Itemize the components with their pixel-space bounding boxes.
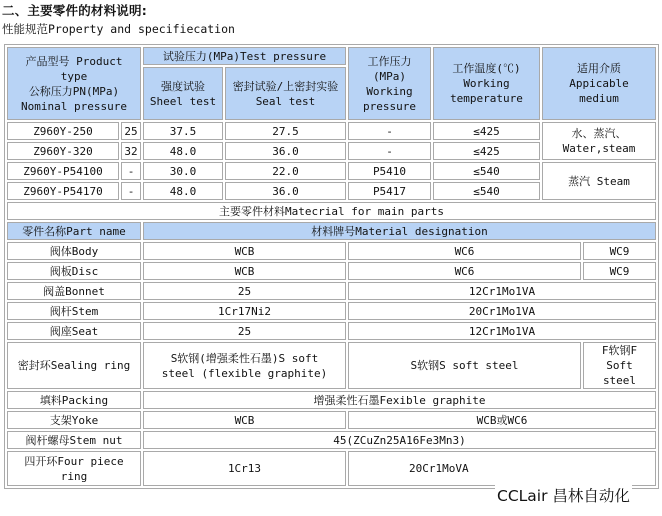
table-row: [7, 451, 656, 486]
part-name-header: 零件名称Part name: [7, 222, 141, 240]
medium-cell: 蒸汽 Steam: [542, 162, 656, 200]
seal-test-cell: 22.0: [225, 162, 346, 180]
part-name-cell: 阀板Disc: [7, 262, 141, 280]
model-cell: Z960Y-250: [7, 122, 119, 140]
material-cell: WCB: [143, 262, 346, 280]
medium-cell: 水、蒸汽、Water,steam: [542, 122, 656, 160]
working-temperature-header: 工作温度(℃) Working temperature: [433, 47, 540, 120]
material-cell: 1Cr13: [143, 451, 346, 486]
medium-header: 适用介质 Appicable medium: [542, 47, 656, 120]
material-cell: 20Cr1Mo1VA: [348, 302, 656, 320]
model-pn-header: 产品型号 Product type 公称压力PN(MPa) Nominal pressure: [7, 47, 141, 120]
table-row: [7, 302, 656, 320]
material-cell: WCB或WC6: [348, 411, 656, 429]
model-cell: Z960Y-320: [7, 142, 119, 160]
working-pressure-cell: P5410: [348, 162, 431, 180]
pn-cell: 32: [121, 142, 141, 160]
pn-cell: -: [121, 182, 141, 200]
material-cell: 增强柔性石墨Fexible graphite: [143, 391, 656, 409]
table-row: [7, 162, 656, 180]
working-temperature-cell: ≤425: [433, 122, 540, 140]
working-pressure-cell: -: [348, 142, 431, 160]
model-cell: Z960Y-P54170: [7, 182, 119, 200]
working-pressure-cell: P5417: [348, 182, 431, 200]
material-cell: WC6: [348, 262, 581, 280]
material-cell: 1Cr17Ni2: [143, 302, 346, 320]
shell-test-cell: 48.0: [143, 142, 223, 160]
material-cell: 45(ZCuZn25A16Fe3Mn3): [143, 431, 656, 449]
table-row: [7, 322, 656, 340]
material-cell: S软钢S soft steel: [348, 342, 581, 389]
material-cell: 25: [143, 322, 346, 340]
working-pressure-header: 工作压力 (MPa) Working pressure: [348, 47, 431, 120]
working-pressure-cell: -: [348, 122, 431, 140]
shell-test-cell: 48.0: [143, 182, 223, 200]
seal-test-header: 密封试验/上密封实验 Seal test: [225, 67, 346, 120]
part-name-cell: 阀盖Bonnet: [7, 282, 141, 300]
material-header: 材料牌号Material designation: [143, 222, 656, 240]
table-row: [7, 122, 656, 140]
table-row: [7, 431, 656, 449]
seal-test-cell: 36.0: [225, 142, 346, 160]
seal-test-cell: 27.5: [225, 122, 346, 140]
pn-cell: -: [121, 162, 141, 180]
part-name-cell: 填料Packing: [7, 391, 141, 409]
part-name-cell: 阀杆螺母Stem nut: [7, 431, 141, 449]
test-pressure-header: 试验压力(MPa)Test pressure: [143, 47, 346, 65]
shell-test-cell: 37.5: [143, 122, 223, 140]
material-cell: 12Cr1Mo1VA: [348, 282, 656, 300]
shell-test-cell: 30.0: [143, 162, 223, 180]
material-cell: S软钢(增强柔性石墨)S soft steel (flexible graphite): [143, 342, 346, 389]
part-name-cell: 阀体Body: [7, 242, 141, 260]
material-cell: 12Cr1Mo1VA: [348, 322, 656, 340]
brand-watermark: CCLair 昌林自动化: [495, 484, 632, 506]
seal-test-cell: 36.0: [225, 182, 346, 200]
table-row: [7, 411, 656, 429]
working-temperature-cell: ≤540: [433, 162, 540, 180]
section-heading: 二、主要零件的材料说明:: [2, 3, 147, 18]
material-cell: 20Cr1MoVA: [348, 451, 656, 486]
working-temperature-cell: ≤425: [433, 142, 540, 160]
table-row: [7, 262, 656, 280]
table-caption: 性能规范Property and specifiecation: [2, 22, 235, 36]
spec-table: [4, 44, 659, 489]
part-name-cell: 支架Yoke: [7, 411, 141, 429]
material-cell: 25: [143, 282, 346, 300]
pn-cell: 25: [121, 122, 141, 140]
material-cell: F软钢F Soft steel: [583, 342, 656, 389]
part-name-cell: 阀杆Stem: [7, 302, 141, 320]
material-section-title: 主要零件材料Matecrial for main parts: [7, 202, 656, 220]
working-temperature-cell: ≤540: [433, 182, 540, 200]
shell-test-header: 强度试验 Sheel test: [143, 67, 223, 120]
table-row: [7, 242, 656, 260]
material-cell: WC6: [348, 242, 581, 260]
material-cell: WC9: [583, 262, 656, 280]
material-cell: WC9: [583, 242, 656, 260]
material-cell: WCB: [143, 411, 346, 429]
model-cell: Z960Y-P54100: [7, 162, 119, 180]
part-name-cell: 四开环Four piece ring: [7, 451, 141, 486]
table-row: [7, 282, 656, 300]
table-row: [7, 391, 656, 409]
table-row: [7, 342, 656, 389]
part-name-cell: 阀座Seat: [7, 322, 141, 340]
material-cell: WCB: [143, 242, 346, 260]
part-name-cell: 密封环Sealing ring: [7, 342, 141, 389]
